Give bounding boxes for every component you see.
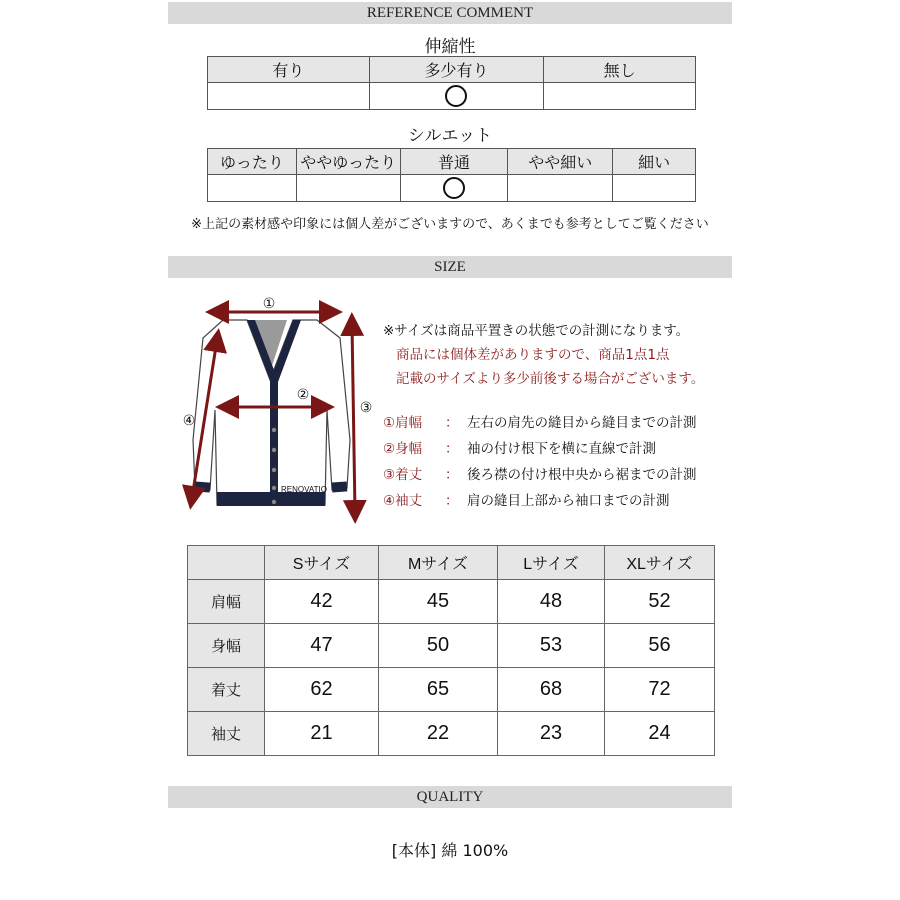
silhouette-option: 普通 xyxy=(400,149,508,175)
size-value: 72 xyxy=(605,668,715,712)
silhouette-option: ややゆったり xyxy=(296,149,400,175)
stretch-mark-cell xyxy=(369,83,544,110)
row-header: 肩幅 xyxy=(188,580,265,624)
stretch-mark-cell xyxy=(208,83,370,110)
reference-comment-header: REFERENCE COMMENT xyxy=(168,2,732,24)
size-value: 56 xyxy=(605,624,715,668)
size-column-header: XLサイズ xyxy=(605,546,715,580)
size-value: 47 xyxy=(265,624,379,668)
selected-circle-icon xyxy=(445,85,467,107)
marker-4: ④ xyxy=(182,413,196,429)
size-note-line: 商品には個体差がありますので、商品1点1点 xyxy=(396,347,670,363)
size-column-header: Mサイズ xyxy=(379,546,498,580)
stretch-mark-cell xyxy=(544,83,696,110)
definition-label: ②身幅 xyxy=(383,441,423,457)
silhouette-mark-cell xyxy=(208,175,297,202)
stretch-option: 有り xyxy=(208,57,370,83)
silhouette-option: 細い xyxy=(613,149,696,175)
stretch-option: 多少有り xyxy=(369,57,544,83)
stretch-title: 伸縮性 xyxy=(424,37,476,57)
size-value: 21 xyxy=(265,712,379,756)
quality-text: [本体] 綿 100% xyxy=(391,841,509,860)
definition-label: ①肩幅 xyxy=(383,415,423,431)
definition-text: 肩の縫目上部から袖口までの計測 xyxy=(467,493,670,509)
marker-3: ③ xyxy=(359,400,373,416)
size-value: 23 xyxy=(498,712,605,756)
marker-1: ① xyxy=(262,296,276,312)
stretch-table xyxy=(207,56,696,110)
size-value: 45 xyxy=(379,580,498,624)
size-value: 24 xyxy=(605,712,715,756)
size-table-corner xyxy=(188,546,265,580)
definition-text: 左右の肩先の縫目から縫目までの計測 xyxy=(467,415,697,431)
size-note-line: ※サイズは商品平置きの状態での計測になります。 xyxy=(383,323,690,339)
definition-row xyxy=(383,463,697,483)
brand-label: RENOVATIO xyxy=(281,485,327,494)
marker-2: ② xyxy=(296,387,310,403)
definition-row xyxy=(383,411,697,431)
length-arrow xyxy=(352,324,355,512)
size-value: 52 xyxy=(605,580,715,624)
table-row xyxy=(188,580,715,624)
row-header: 身幅 xyxy=(188,624,265,668)
size-value: 62 xyxy=(265,668,379,712)
table-row xyxy=(188,624,715,668)
definition-sep: ： xyxy=(445,467,459,483)
stretch-option: 無し xyxy=(544,57,696,83)
definition-sep: ： xyxy=(445,415,459,431)
silhouette-mark-cell xyxy=(400,175,508,202)
silhouette-option: やや細い xyxy=(508,149,613,175)
size-column-header: Lサイズ xyxy=(498,546,605,580)
size-column-header: Sサイズ xyxy=(265,546,379,580)
definition-label: ③着丈 xyxy=(383,467,423,483)
silhouette-option: ゆったり xyxy=(208,149,297,175)
cardigan-diagram xyxy=(175,290,375,525)
size-header: SIZE xyxy=(168,256,732,278)
quality-header: QUALITY xyxy=(168,786,732,808)
table-row xyxy=(188,668,715,712)
definition-text: 後ろ襟の付け根中央から裾までの計測 xyxy=(467,467,697,483)
silhouette-mark-cell xyxy=(508,175,613,202)
table-row xyxy=(188,712,715,756)
size-value: 22 xyxy=(379,712,498,756)
silhouette-title: シルエット xyxy=(407,126,493,146)
row-header: 袖丈 xyxy=(188,712,265,756)
silhouette-mark-cell xyxy=(613,175,696,202)
selected-circle-icon xyxy=(443,177,465,199)
definition-label: ④袖丈 xyxy=(383,493,423,509)
definition-row xyxy=(383,489,670,509)
definition-text: 袖の付け根下を横に直線で計測 xyxy=(467,441,656,457)
size-value: 50 xyxy=(379,624,498,668)
row-header: 着丈 xyxy=(188,668,265,712)
definition-row xyxy=(383,437,656,457)
reference-disclaimer: ※上記の素材感や印象には個人差がございますので、あくまでも参考としてご覧ください xyxy=(191,217,709,232)
definition-sep: ： xyxy=(445,441,459,457)
silhouette-mark-cell xyxy=(296,175,400,202)
size-value: 48 xyxy=(498,580,605,624)
size-value: 65 xyxy=(379,668,498,712)
size-value: 68 xyxy=(498,668,605,712)
size-note-line: 記載のサイズより多少前後する場合がございます。 xyxy=(396,371,705,387)
silhouette-table xyxy=(207,148,696,202)
size-table xyxy=(187,545,715,756)
size-value: 53 xyxy=(498,624,605,668)
definition-sep: ： xyxy=(445,493,459,509)
size-value: 42 xyxy=(265,580,379,624)
